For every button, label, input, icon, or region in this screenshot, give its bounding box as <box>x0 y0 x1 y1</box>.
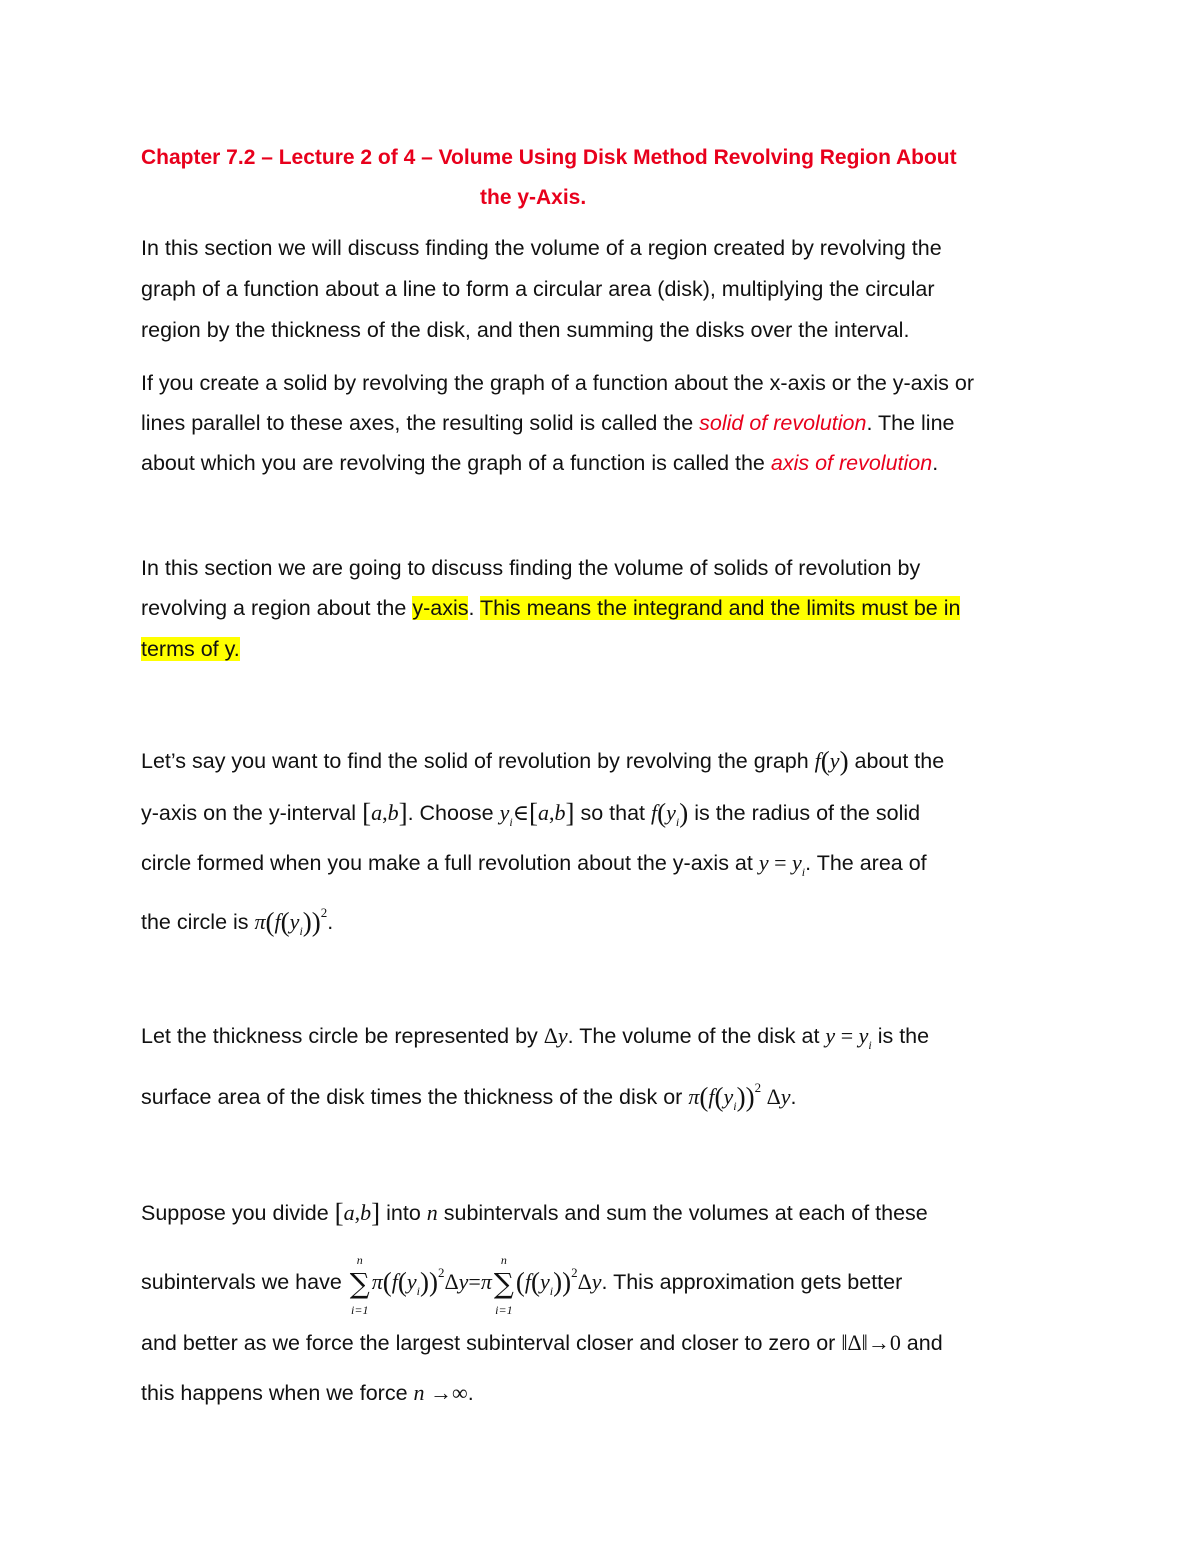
math-pi: π <box>254 909 266 934</box>
definition-text: about which you are revolving the graph of a function is called the <box>141 451 771 475</box>
sum-line-3 <box>141 1332 943 1355</box>
math-pi: π <box>480 1269 492 1294</box>
math-arrow: → <box>430 1380 452 1405</box>
sum-sigma: ∑ <box>493 1267 514 1300</box>
intro-line-2: graph of a function about a line to form a circular area (disk), multiplying the circular <box>141 277 935 301</box>
math-f: f <box>708 1084 715 1109</box>
setup-text: y-axis on the y-interval <box>141 801 363 825</box>
sum-text: . This approximation gets better <box>601 1270 903 1294</box>
math-subscript-i: i <box>416 1284 421 1298</box>
math-b: b <box>360 1200 372 1225</box>
highlight-y-axis: y-axis <box>412 596 469 620</box>
setup-text: Let’s say you want to find the solid of revolution by revolving the graph <box>141 749 815 773</box>
math-exponent-2: 2 <box>754 1080 762 1095</box>
sum-text: subintervals we have <box>141 1270 348 1294</box>
definition-line-1: If you create a solid by revolving the graph of a function about the x-axis or the y-axis or <box>141 371 974 395</box>
sum-text: into <box>380 1201 427 1225</box>
setup-text: circle formed when you make a full revolution about the y-axis at <box>141 851 759 875</box>
math-equals: = <box>468 1269 481 1294</box>
sum-text: and <box>900 1331 943 1355</box>
setup-text: . Choose <box>407 801 500 825</box>
sum-sigma: ∑ <box>349 1267 370 1300</box>
definition-line-2 <box>141 413 955 435</box>
math-a: a <box>343 1200 355 1225</box>
setup-text: the circle is <box>141 910 255 934</box>
math-n: n <box>426 1200 438 1225</box>
math-y-i: y <box>406 1269 417 1294</box>
sum-upper-n: n <box>500 1253 507 1267</box>
math-delta: Δ <box>444 1269 459 1294</box>
math-subscript-i: i <box>299 924 303 938</box>
section-line-2 <box>141 598 960 620</box>
math-b: b <box>387 800 399 825</box>
setup-text: so that <box>574 801 651 825</box>
math-pi: π <box>688 1084 700 1109</box>
math-a: a <box>371 800 383 825</box>
definition-text: lines parallel to these axes, the resulting solid is called the <box>141 411 700 435</box>
math-f: f <box>391 1269 398 1294</box>
section-text: revolving a region about the <box>141 596 413 620</box>
math-delta: Δ <box>577 1269 592 1294</box>
sum-line-2: subintervals we have n ∑ i=1 $\pi(f(y_i))^2\Delta y=\pi$ n ∑ i=1 $(f(y_i))^2\Delta y$. This approximation gets better <box>141 1253 903 1317</box>
math-equals: = <box>840 1023 854 1048</box>
math-y-i: y <box>858 1023 869 1048</box>
setup-text: is the radius of the solid <box>688 801 921 825</box>
sum-text: Suppose you divide <box>141 1201 335 1225</box>
math-f: f <box>651 800 658 825</box>
math-y: y <box>591 1269 602 1294</box>
math-y-i: y <box>792 850 802 875</box>
title-line-2: the y-Axis. <box>480 186 587 209</box>
math-subscript-i: i <box>868 1038 872 1052</box>
math-exponent-2: 2 <box>438 1265 445 1280</box>
setup-line-1: Let’s say you want to find the solid of revolution by revolving the graph f(y) about the <box>141 746 945 776</box>
setup-line-2: y-axis on the y-interval [a,b]. Choose $y_i\in[a,b]$ so that $f(y_i)$ is the radius of the solid <box>141 798 921 829</box>
disk-text: Let the thickness circle be represented by <box>141 1024 544 1048</box>
summation-2 <box>492 1253 516 1317</box>
intro-line-3: region by the thickness of the disk, and then summing the disks over the interval. <box>141 318 910 342</box>
math-subscript-i: i <box>549 1284 554 1298</box>
term-solid-of-revolution: solid of revolution <box>699 411 867 435</box>
disk-line-2: surface area of the disk times the thickness of the disk or $\pi(f(y_i))^2$ Δy. <box>141 1080 797 1113</box>
math-exponent-2: 2 <box>320 905 328 920</box>
section-line-1: In this section we are going to discuss finding the volume of solids of revolution by <box>141 556 921 580</box>
math-f: f <box>274 909 281 934</box>
sum-lower-i1: i=1 <box>351 1303 369 1317</box>
sum-line-1: Suppose you divide [a,b] into n subintervals and sum the volumes at each of these <box>141 1198 928 1228</box>
math-y-i: y <box>723 1084 734 1109</box>
math-y-i: y <box>540 1269 550 1294</box>
sum-lower-i1: i=1 <box>495 1303 513 1317</box>
intro-line-1: In this section we will discuss finding the volume of a region created by revolving the <box>141 236 942 260</box>
math-norm-delta: ‖Δ‖ <box>841 1330 868 1355</box>
highlight-integrand-note: This means the integrand and the limits must be in <box>480 596 961 620</box>
summation-1 <box>348 1253 372 1317</box>
math-arrow: → <box>867 1330 890 1355</box>
disk-text: . The volume of the disk at <box>567 1024 826 1048</box>
math-infinity: ∞ <box>452 1380 468 1405</box>
math-f: f <box>814 748 821 773</box>
setup-line-4: the circle is $\pi(f(y_i))^2$. <box>141 905 334 938</box>
definition-line-3 <box>141 453 938 475</box>
sum-text: and better as we force the largest subinterval closer and closer to zero or <box>141 1331 842 1355</box>
definition-text: . <box>932 451 939 475</box>
math-element-of: ∈ <box>512 800 529 825</box>
math-subscript-i: i <box>733 1099 737 1113</box>
sum-line-4 <box>141 1382 474 1405</box>
math-y-i: y <box>499 800 510 825</box>
definition-text: . The line <box>866 411 955 435</box>
math-a: a <box>538 800 549 825</box>
math-pi: π <box>371 1269 383 1294</box>
sum-text: this happens when we force <box>141 1381 414 1405</box>
setup-text: . <box>327 910 334 934</box>
section-line-3 <box>141 639 240 661</box>
disk-text: is the <box>871 1024 930 1048</box>
section-text: . <box>468 596 481 620</box>
disk-line-1 <box>141 1025 929 1051</box>
math-n: n <box>413 1380 425 1405</box>
term-axis-of-revolution: axis of revolution <box>770 451 933 475</box>
math-subscript-i: i <box>801 865 806 879</box>
setup-line-3 <box>141 852 927 878</box>
disk-text: surface area of the disk times the thickness of the disk or <box>141 1085 689 1109</box>
math-f: f <box>524 1269 531 1294</box>
math-equals: = <box>774 850 787 875</box>
math-zero: 0 <box>889 1330 901 1355</box>
setup-text: about the <box>848 749 945 773</box>
setup-text: . The area of <box>805 851 927 875</box>
math-y: y <box>829 748 840 773</box>
highlight-terms-of-y: terms of y. <box>141 637 240 661</box>
math-delta: Δ <box>543 1023 558 1048</box>
sum-text: . <box>467 1381 474 1405</box>
math-delta: Δ <box>766 1084 781 1109</box>
title-line-1: Chapter 7.2 – Lecture 2 of 4 – Volume Using Disk Method Revolving Region About <box>141 146 957 169</box>
math-y: y <box>825 1023 836 1048</box>
math-b: b <box>554 800 566 825</box>
math-y: y <box>458 1269 469 1294</box>
math-y: y <box>557 1023 568 1048</box>
math-subscript-i: i <box>675 815 680 829</box>
sum-text: subintervals and sum the volumes at each of these <box>437 1201 928 1225</box>
sum-upper-n: n <box>356 1253 363 1267</box>
disk-text: . <box>790 1085 797 1109</box>
math-y-i: y <box>666 800 676 825</box>
math-subscript-i: i <box>509 815 513 829</box>
math-y: y <box>758 850 769 875</box>
math-exponent-2: 2 <box>571 1265 578 1280</box>
math-y: y <box>780 1084 791 1109</box>
math-y-i: y <box>289 909 300 934</box>
